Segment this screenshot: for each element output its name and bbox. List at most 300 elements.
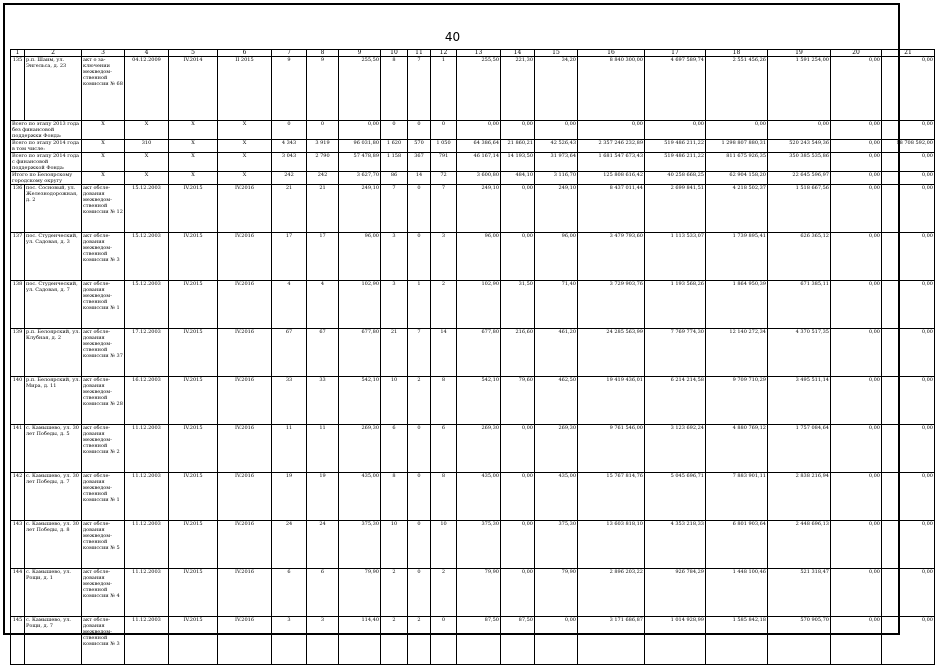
header-cell: 16 (578, 50, 645, 57)
value-cell: 5 045 696,71 (645, 473, 706, 521)
date-cell: 11.12.2003 (125, 617, 169, 665)
value-cell: 4 (272, 281, 307, 329)
document-cell: акт обсле- дования межведом- ственной комиссии № 12 (82, 185, 125, 233)
value-cell: 3 (431, 233, 457, 281)
value-cell: 14 (431, 329, 457, 377)
value-cell: 1 158 (381, 153, 408, 172)
plan-start-cell: IV.2015 (169, 233, 218, 281)
value-cell: 0,00 (882, 172, 935, 185)
value-cell: 461,20 (535, 329, 578, 377)
document-cell: акт обсле- дования межведом- ственной комиссии № 5 (82, 521, 125, 569)
value-cell: 0 (408, 121, 431, 140)
value-cell: 17 (272, 233, 307, 281)
value-cell: 1 620 (381, 140, 408, 153)
value-cell: 0,00 (339, 121, 381, 140)
plan-start-cell: IV.2015 (169, 329, 218, 377)
value-cell: 542,10 (457, 377, 501, 425)
value-cell: 255,50 (457, 57, 501, 121)
plan-start-cell: IV.2015 (169, 617, 218, 665)
value-cell: 0 (408, 233, 431, 281)
address-cell: пос. Студенческий, ул. Садовая, д. 7 (25, 281, 82, 329)
value-cell: 13 603 818,10 (578, 521, 645, 569)
value-cell: 0,00 (501, 521, 535, 569)
value-cell: 31,50 (501, 281, 535, 329)
value-cell: 6 (272, 569, 307, 617)
value-cell: 86 (381, 172, 408, 185)
summary-row (11, 140, 935, 153)
row-number-cell: 141 (11, 425, 25, 473)
value-cell: 269,30 (535, 425, 578, 473)
table-row (11, 329, 935, 377)
value-cell: 31 973,64 (535, 153, 578, 172)
value-cell: 3 495 511,14 (768, 377, 831, 425)
value-cell: 0,00 (882, 569, 935, 617)
value-cell: 249,10 (535, 185, 578, 233)
value-cell: 2 699 841,51 (645, 185, 706, 233)
value-cell: 0 (408, 521, 431, 569)
value-cell: 0,00 (882, 57, 935, 121)
value-cell: 1 (431, 57, 457, 121)
date-cell: 11.12.2003 (125, 521, 169, 569)
plan-start-cell: IV.2015 (169, 569, 218, 617)
value-cell: 3 123 692,24 (645, 425, 706, 473)
plan-end-cell: IV.2016 (218, 617, 272, 665)
value-cell: 22 645 596,97 (768, 172, 831, 185)
value-cell: 0,00 (768, 121, 831, 140)
value-cell: 1 298 807 880,31 (706, 140, 768, 153)
value-cell: 0,00 (882, 377, 935, 425)
date-cell: 11.12.2003 (125, 473, 169, 521)
header-cell: 13 (457, 50, 501, 57)
document-cell: акт о за- ключении межведом- ственной комиссии № 68 (82, 57, 125, 121)
plan-end-cell: IV.2016 (218, 329, 272, 377)
address-cell: с. Камышево, ул. 30 лет Победы, д. 5 (25, 425, 82, 473)
value-cell: 8 (431, 377, 457, 425)
value-cell: 0,00 (831, 185, 882, 233)
value-cell: 519 486 211,22 (645, 140, 706, 153)
value-cell: 11 (307, 425, 339, 473)
marker-cell: X (218, 153, 272, 172)
value-cell: 375,30 (535, 521, 578, 569)
marker-cell: X (82, 140, 125, 153)
value-cell: 67 (272, 329, 307, 377)
value-cell: 677,80 (457, 329, 501, 377)
value-cell: 114,40 (339, 617, 381, 665)
summary-label-cell: Всего по этапу 2013 года без финансовой поддержки Фонда: (11, 121, 82, 140)
header-row (11, 50, 935, 57)
value-cell: 791 (431, 153, 457, 172)
table-row (11, 617, 935, 665)
value-cell: 10 (381, 377, 408, 425)
value-cell: 626 365,12 (768, 233, 831, 281)
table-row (11, 473, 935, 521)
value-cell: 7 (431, 185, 457, 233)
summary-row (11, 153, 935, 172)
document-cell: акт обсле- дования межведом- ственной комиссии № 4 (82, 569, 125, 617)
value-cell: 21 (381, 329, 408, 377)
row-number-cell: 138 (11, 281, 25, 329)
value-cell: 3 600,80 (457, 172, 501, 185)
value-cell: 0,00 (831, 233, 882, 281)
value-cell: 521 318,47 (768, 569, 831, 617)
value-cell: 269,30 (339, 425, 381, 473)
value-cell: 0,00 (578, 121, 645, 140)
value-cell: 125 808 616,42 (578, 172, 645, 185)
value-cell: 4 880 769,12 (706, 425, 768, 473)
value-cell: 21 (272, 185, 307, 233)
value-cell: 11 (272, 425, 307, 473)
value-cell: 216,60 (501, 329, 535, 377)
plan-start-cell: IV.2015 (169, 473, 218, 521)
value-cell: 1 518 667,56 (768, 185, 831, 233)
header-cell: 19 (768, 50, 831, 57)
value-cell: 0 (408, 569, 431, 617)
value-cell: 4 (307, 281, 339, 329)
header-cell: 9 (339, 50, 381, 57)
value-cell: 0,00 (882, 329, 935, 377)
plan-end-cell: II 2015 (218, 57, 272, 121)
value-cell: 0,00 (501, 233, 535, 281)
value-cell: 7 (408, 57, 431, 121)
value-cell: 0,00 (706, 121, 768, 140)
plan-start-cell: IV.2015 (169, 185, 218, 233)
value-cell: 96,00 (339, 233, 381, 281)
value-cell: 24 (272, 521, 307, 569)
value-cell: 46 167,14 (457, 153, 501, 172)
marker-cell: 310 (125, 140, 169, 153)
resettlement-table (10, 49, 935, 665)
date-cell: 04.12.2009 (125, 57, 169, 121)
value-cell: 1 591 254,00 (768, 57, 831, 121)
document-cell: акт обсле- дования межведом- ственной комиссии № 37 (82, 329, 125, 377)
value-cell: 87,50 (457, 617, 501, 665)
marker-cell: X (125, 153, 169, 172)
value-cell: 4 218 502,37 (706, 185, 768, 233)
value-cell: 0 (431, 121, 457, 140)
value-cell: 0,00 (501, 121, 535, 140)
address-cell: с. Камышево, ул. 30 лет Победы, д. 7 (25, 473, 82, 521)
value-cell: 1 014 928,99 (645, 617, 706, 665)
table-row (11, 569, 935, 617)
value-cell: 3 (381, 281, 408, 329)
plan-end-cell: IV.2016 (218, 377, 272, 425)
address-cell: пос. Сосновый, ул. Железнодорожная, д. 2 (25, 185, 82, 233)
date-cell: 16.12.2003 (125, 377, 169, 425)
plan-start-cell: IV.2015 (169, 281, 218, 329)
value-cell: 435,00 (535, 473, 578, 521)
plan-end-cell: IV.2016 (218, 185, 272, 233)
value-cell: 0 (381, 121, 408, 140)
header-cell: 5 (169, 50, 218, 57)
value-cell: 1 757 084,64 (768, 425, 831, 473)
value-cell: 0 (408, 473, 431, 521)
value-cell: 462,50 (535, 377, 578, 425)
marker-cell: X (169, 172, 218, 185)
value-cell: 6 214 214,58 (645, 377, 706, 425)
value-cell: 96,00 (457, 233, 501, 281)
header-cell: 2 (25, 50, 82, 57)
plan-start-cell: IV.2015 (169, 425, 218, 473)
value-cell: 18 708 592,00 (882, 140, 935, 153)
value-cell: 0,00 (457, 121, 501, 140)
value-cell: 2 790 (307, 153, 339, 172)
value-cell: 24 285 563,99 (578, 329, 645, 377)
value-cell: 79,90 (339, 569, 381, 617)
marker-cell: X (169, 121, 218, 140)
table-row (11, 57, 935, 121)
value-cell: 0,00 (501, 569, 535, 617)
value-cell: 4 697 589,74 (645, 57, 706, 121)
value-cell: 570 (408, 140, 431, 153)
value-cell: 1 113 533,07 (645, 233, 706, 281)
value-cell: 367 (408, 153, 431, 172)
plan-end-cell: IV.2016 (218, 233, 272, 281)
value-cell: 15 767 814,76 (578, 473, 645, 521)
value-cell: 4 370 517,35 (768, 329, 831, 377)
value-cell: 7 883 901,11 (706, 473, 768, 521)
value-cell: 34,20 (535, 57, 578, 121)
table-row (11, 521, 935, 569)
value-cell: 62 904 158,20 (706, 172, 768, 185)
value-cell: 0,00 (882, 617, 935, 665)
marker-cell: X (218, 121, 272, 140)
value-cell: 3 479 793,60 (578, 233, 645, 281)
value-cell: 375,30 (339, 521, 381, 569)
value-cell: 0,00 (831, 377, 882, 425)
marker-cell: X (125, 172, 169, 185)
value-cell: 1 050 (431, 140, 457, 153)
date-cell: 15.12.2003 (125, 233, 169, 281)
value-cell: 0,00 (831, 617, 882, 665)
page-number: 40 (444, 30, 461, 44)
value-cell: 3 729 903,76 (578, 281, 645, 329)
marker-cell: X (82, 172, 125, 185)
value-cell: 2 838 216,94 (768, 473, 831, 521)
value-cell: 520 243 549,36 (768, 140, 831, 153)
summary-label-cell: Всего по этапу 2014 года с финансовой поддержкой Фонда: (11, 153, 82, 172)
value-cell: 0,00 (882, 281, 935, 329)
value-cell: 3 919 (307, 140, 339, 153)
value-cell: 6 801 903,64 (706, 521, 768, 569)
value-cell: 0 (408, 425, 431, 473)
value-cell: 21 860,21 (501, 140, 535, 153)
value-cell: 40 258 668,25 (645, 172, 706, 185)
value-cell: 0,00 (882, 121, 935, 140)
value-cell: 7 (408, 329, 431, 377)
value-cell: 0,00 (831, 425, 882, 473)
value-cell: 0,00 (501, 425, 535, 473)
value-cell: 71,40 (535, 281, 578, 329)
marker-cell: X (125, 121, 169, 140)
value-cell: 8 840 300,00 (578, 57, 645, 121)
value-cell: 255,50 (339, 57, 381, 121)
value-cell: 0,00 (831, 57, 882, 121)
value-cell: 79,90 (457, 569, 501, 617)
marker-cell: X (169, 140, 218, 153)
header-cell: 11 (408, 50, 431, 57)
row-number-cell: 140 (11, 377, 25, 425)
value-cell: 96 031,80 (339, 140, 381, 153)
date-cell: 11.12.2003 (125, 569, 169, 617)
value-cell: 2 551 456,26 (706, 57, 768, 121)
value-cell: 0 (431, 617, 457, 665)
row-number-cell: 139 (11, 329, 25, 377)
header-cell: 20 (831, 50, 882, 57)
document-cell: акт обсле- дования межведом- ственной комиссии № 28 (82, 377, 125, 425)
plan-start-cell: IV.2014 (169, 57, 218, 121)
marker-cell: X (82, 153, 125, 172)
row-number-cell: 144 (11, 569, 25, 617)
value-cell: 102,90 (339, 281, 381, 329)
value-cell: 1 (408, 281, 431, 329)
marker-cell: X (218, 172, 272, 185)
table-row (11, 185, 935, 233)
value-cell: 24 (307, 521, 339, 569)
value-cell: 1 739 895,41 (706, 233, 768, 281)
value-cell: 1 681 547 673,43 (578, 153, 645, 172)
address-cell: с. Камышево, ул. 30 лет Победы, д. 8 (25, 521, 82, 569)
header-cell: 21 (882, 50, 935, 57)
table-row (11, 233, 935, 281)
value-cell: 33 (307, 377, 339, 425)
value-cell: 0,00 (882, 521, 935, 569)
value-cell: 9 (307, 57, 339, 121)
value-cell: 570 905,70 (768, 617, 831, 665)
plan-start-cell: IV.2015 (169, 521, 218, 569)
value-cell: 9 709 710,29 (706, 377, 768, 425)
document-cell: акт обсле- дования межведом- ственной комиссии № 1 (82, 473, 125, 521)
value-cell: 2 (381, 569, 408, 617)
value-cell: 14 193,50 (501, 153, 535, 172)
marker-cell: X (82, 121, 125, 140)
table-row (11, 281, 935, 329)
header-cell: 17 (645, 50, 706, 57)
plan-end-cell: IV.2016 (218, 425, 272, 473)
value-cell: 0 (408, 185, 431, 233)
row-number-cell: 143 (11, 521, 25, 569)
value-cell: 242 (272, 172, 307, 185)
value-cell: 12 140 272,34 (706, 329, 768, 377)
value-cell: 375,30 (457, 521, 501, 569)
value-cell: 269,30 (457, 425, 501, 473)
address-cell: с. Камышево, ул. Рощи, д. 1 (25, 569, 82, 617)
header-cell: 12 (431, 50, 457, 57)
summary-row (11, 172, 935, 185)
value-cell: 0,00 (535, 617, 578, 665)
value-cell: 1 864 950,39 (706, 281, 768, 329)
summary-label-cell: Итого по Белоярскому городскому округу (11, 172, 82, 185)
date-cell: 11.12.2003 (125, 425, 169, 473)
value-cell: 17 (307, 233, 339, 281)
value-cell: 0,00 (882, 473, 935, 521)
value-cell: 2 (408, 377, 431, 425)
value-cell: 6 (381, 425, 408, 473)
value-cell: 7 (381, 185, 408, 233)
row-number-cell: 136 (11, 185, 25, 233)
value-cell: 14 (408, 172, 431, 185)
value-cell: 435,00 (339, 473, 381, 521)
value-cell: 1 193 568,26 (645, 281, 706, 329)
value-cell: 2 (431, 569, 457, 617)
header-cell: 8 (307, 50, 339, 57)
date-cell: 15.12.2003 (125, 281, 169, 329)
row-number-cell: 142 (11, 473, 25, 521)
value-cell: 0,00 (501, 185, 535, 233)
value-cell: 96,00 (535, 233, 578, 281)
table-body (11, 50, 935, 665)
value-cell: 33 (272, 377, 307, 425)
value-cell: 67 (307, 329, 339, 377)
header-cell: 10 (381, 50, 408, 57)
value-cell: 19 (272, 473, 307, 521)
value-cell: 3 116,70 (535, 172, 578, 185)
value-cell: 0,00 (882, 185, 935, 233)
value-cell: 2 (408, 617, 431, 665)
value-cell: 350 385 535,86 (768, 153, 831, 172)
value-cell: 242 (307, 172, 339, 185)
value-cell: 0,00 (831, 121, 882, 140)
address-cell: р.п. Белоярский, ул. Клубная, д. 2 (25, 329, 82, 377)
value-cell: 3 (381, 233, 408, 281)
value-cell: 4 343 (272, 140, 307, 153)
value-cell: 1 585 842,18 (706, 617, 768, 665)
date-cell: 17.12.2003 (125, 329, 169, 377)
value-cell: 677,80 (339, 329, 381, 377)
value-cell: 249,10 (457, 185, 501, 233)
value-cell: 484,10 (501, 172, 535, 185)
header-cell: 6 (218, 50, 272, 57)
marker-cell: X (169, 153, 218, 172)
header-cell: 15 (535, 50, 578, 57)
value-cell: 0,00 (882, 153, 935, 172)
value-cell: 87,50 (501, 617, 535, 665)
document-cell: акт обсле- дования межведом- ственной комиссии № 1 (82, 281, 125, 329)
value-cell: 19 419 436,01 (578, 377, 645, 425)
value-cell: 21 (307, 185, 339, 233)
value-cell: 2 (381, 617, 408, 665)
document-cell: акт обсле- дования межведом- ственной комиссии № 2 (82, 425, 125, 473)
value-cell: 6 (307, 569, 339, 617)
value-cell: 0,00 (831, 473, 882, 521)
value-cell: 19 (307, 473, 339, 521)
header-cell: 14 (501, 50, 535, 57)
value-cell: 57 478,89 (339, 153, 381, 172)
value-cell: 6 (431, 425, 457, 473)
address-cell: с. Камышево, ул. Рощи, д. 7 (25, 617, 82, 665)
value-cell: 926 784,29 (645, 569, 706, 617)
value-cell: 0,00 (645, 121, 706, 140)
plan-end-cell: IV.2016 (218, 521, 272, 569)
value-cell: 0,00 (831, 521, 882, 569)
header-cell: 4 (125, 50, 169, 57)
value-cell: 102,90 (457, 281, 501, 329)
header-cell: 7 (272, 50, 307, 57)
value-cell: 249,10 (339, 185, 381, 233)
value-cell: 7 769 774,30 (645, 329, 706, 377)
value-cell: 9 761 546,00 (578, 425, 645, 473)
value-cell: 2 896 203,22 (578, 569, 645, 617)
value-cell: 3 627,70 (339, 172, 381, 185)
value-cell: 519 486 211,22 (645, 153, 706, 172)
value-cell: 8 (381, 473, 408, 521)
value-cell: 542,10 (339, 377, 381, 425)
value-cell: 435,00 (457, 473, 501, 521)
value-cell: 79,90 (535, 569, 578, 617)
value-cell: 0,00 (831, 153, 882, 172)
value-cell: 9 (272, 57, 307, 121)
value-cell: 0 (307, 121, 339, 140)
summary-row (11, 121, 935, 140)
